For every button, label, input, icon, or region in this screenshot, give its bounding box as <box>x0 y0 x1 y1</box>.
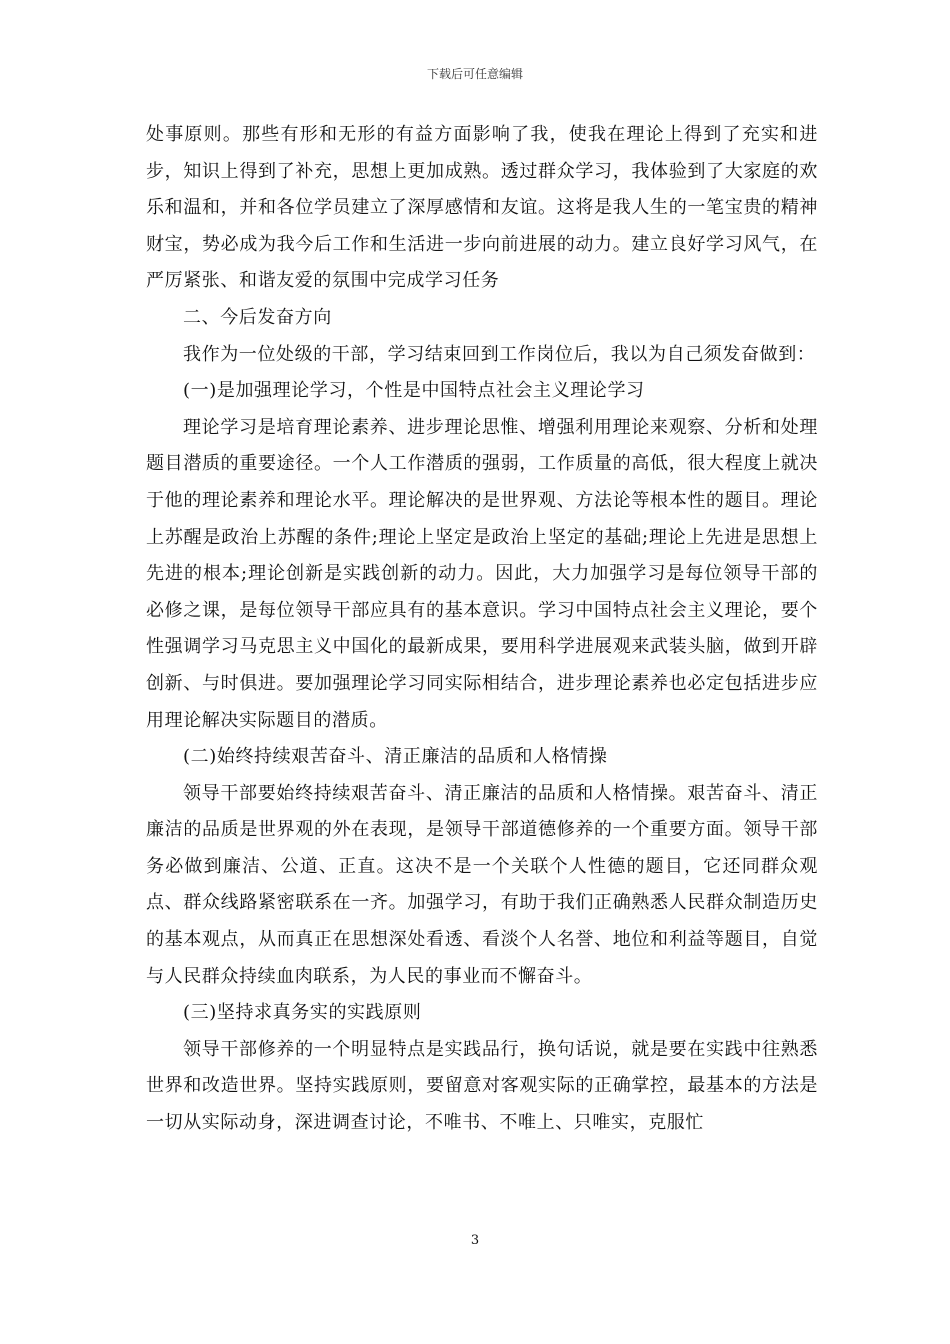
page-header: 下载后可任意编辑 <box>426 67 523 81</box>
body-text <box>146 117 818 1142</box>
section-heading-future-direction: 二、今后发奋方向 <box>183 306 332 328</box>
paragraph-integrity: 领导干部要始终持续艰苦奋斗、清正廉洁的品质和人格情操。艰苦奋斗、清正廉洁的品质是世界观的外在表现，是领导干部道德修养的一个重要方面。领导干部务必做到廉洁、公道、正直。这决不是一个关联个人性德的题目，它还同群众观点、群众线路紧密联系在一齐。加强学习，有助于我们正确熟悉人民群众制造历史的基本观点，从而真正在思想深处看透、看淡个人名誉、地位和利益等题目，自觉与人民群众持续血肉联系，为人民的事业而不懈奋斗。 <box>146 782 818 987</box>
paragraph-practice: 领导干部修养的一个明显特点是实践品行，换句话说，就是要在实践中往熟悉世界和改造世界。坚持实践原则，要留意对客观实际的正确掌控，最基本的方法是一切从实际动身，深进调查讨论，不唯书、不唯上、只唯实，克服忙 <box>146 1038 818 1134</box>
subheading-practice: (三)坚持求真务实的实践原则 <box>183 1002 422 1024</box>
subheading-theory-study: (一)是加强理论学习，个性是中国特点社会主义理论学习 <box>183 380 645 402</box>
subheading-integrity: (二)始终持续艰苦奋斗、清正廉洁的品质和人格情操 <box>183 746 608 768</box>
page-number: 3 <box>470 1233 480 1248</box>
paragraph-continuation: 处事原则。那些有形和无形的有益方面影响了我，使我在理论上得到了充实和进步，知识上得到了补充，思想上更加成熟。透过群众学习，我体验到了大家庭的欢乐和温和，并和各位学员建立了深厚感情和友谊。这将是我人生的一笔宝贵的精神财宝，势必成为我今后工作和生活进一步向前进展的动力。建立良好学习风气，在严厉紧张、和谐友爱的氛围中完成学习任务 <box>146 124 818 292</box>
paragraph-theory-study: 理论学习是培育理论素养、进步理论思惟、增强利用理论来观察、分析和处理题目潜质的重要途径。一个人工作潜质的强弱，工作质量的高低，很大程度上就决于他的理论素养和理论水平。理论解决的是世界观、方法论等根本性的题目。理论上苏醒是政治上苏醒的条件;理论上坚定是政治上坚定的基础;理论上先进是思想上先进的根本;理论创新是实践创新的动力。因此，大力加强学习是每位领导干部的必修之课，是每位领导干部应具有的基本意识。学习中国特点社会主义理论，要个性强调学习马克思主义中国化的最新成果，要用科学进展观来武装头脑，做到开辟创新、与时俱进。要加强理论学习同实际相结合，进步理论素养也必定包括进步应用理论解决实际题目的潜质。 <box>146 416 818 731</box>
paragraph-intro: 我作为一位处级的干部，学习结束回到工作岗位后，我以为自己须发奋做到： <box>183 343 816 365</box>
